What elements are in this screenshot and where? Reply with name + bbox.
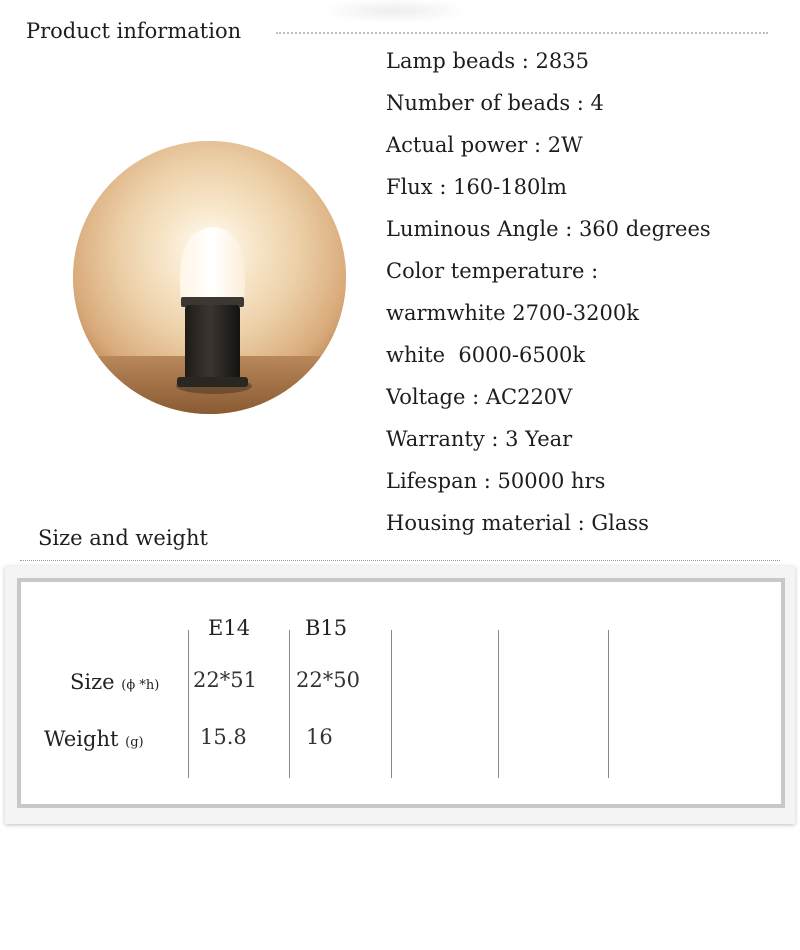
spec-item: Number of beads : 4 [386, 91, 604, 115]
top-glow-decoration [330, 0, 460, 22]
heading-divider [276, 32, 768, 34]
spec-list [386, 45, 711, 549]
size-value-e14: 22*51 [193, 668, 257, 692]
spec-item: Voltage : AC220V [386, 385, 573, 409]
size-and-weight-heading: Size and weight [38, 526, 208, 550]
lamp-photo [73, 141, 346, 414]
spec-item: Lifespan : 50000 hrs [386, 469, 606, 493]
column-divider [391, 630, 392, 778]
row-label-weight [44, 727, 144, 751]
spec-item: Color temperature : [386, 259, 599, 283]
size-table-frame [5, 566, 795, 824]
weight-value-b15: 16 [306, 725, 333, 749]
column-divider [188, 630, 189, 778]
column-divider [498, 630, 499, 778]
spec-item: Warranty : 3 Year [386, 427, 573, 451]
spec-item: Housing material : Glass [386, 511, 649, 535]
column-divider [289, 630, 290, 778]
column-header-b15: B15 [305, 616, 348, 640]
weight-value-e14: 15.8 [200, 725, 247, 749]
spec-item: Actual power : 2W [386, 133, 583, 157]
spec-item: Lamp beads : 2835 [386, 49, 589, 73]
size-unit: (ϕ *h) [121, 678, 160, 693]
row-label-size [70, 670, 159, 694]
size-divider [20, 560, 780, 561]
size-label: Size [70, 670, 115, 694]
product-information-heading: Product information [26, 19, 242, 43]
spec-item: Flux : 160-180lm [386, 175, 567, 199]
size-table [17, 578, 785, 808]
spec-item: warmwhite 2700-3200k [386, 301, 639, 325]
size-value-b15: 22*50 [296, 668, 360, 692]
spec-item: Luminous Angle : 360 degrees [386, 217, 711, 241]
column-divider [608, 630, 609, 778]
column-header-e14: E14 [208, 616, 251, 640]
weight-unit: (g) [125, 735, 144, 750]
spec-item: white 6000-6500k [386, 343, 586, 367]
weight-label: Weight [44, 727, 119, 751]
